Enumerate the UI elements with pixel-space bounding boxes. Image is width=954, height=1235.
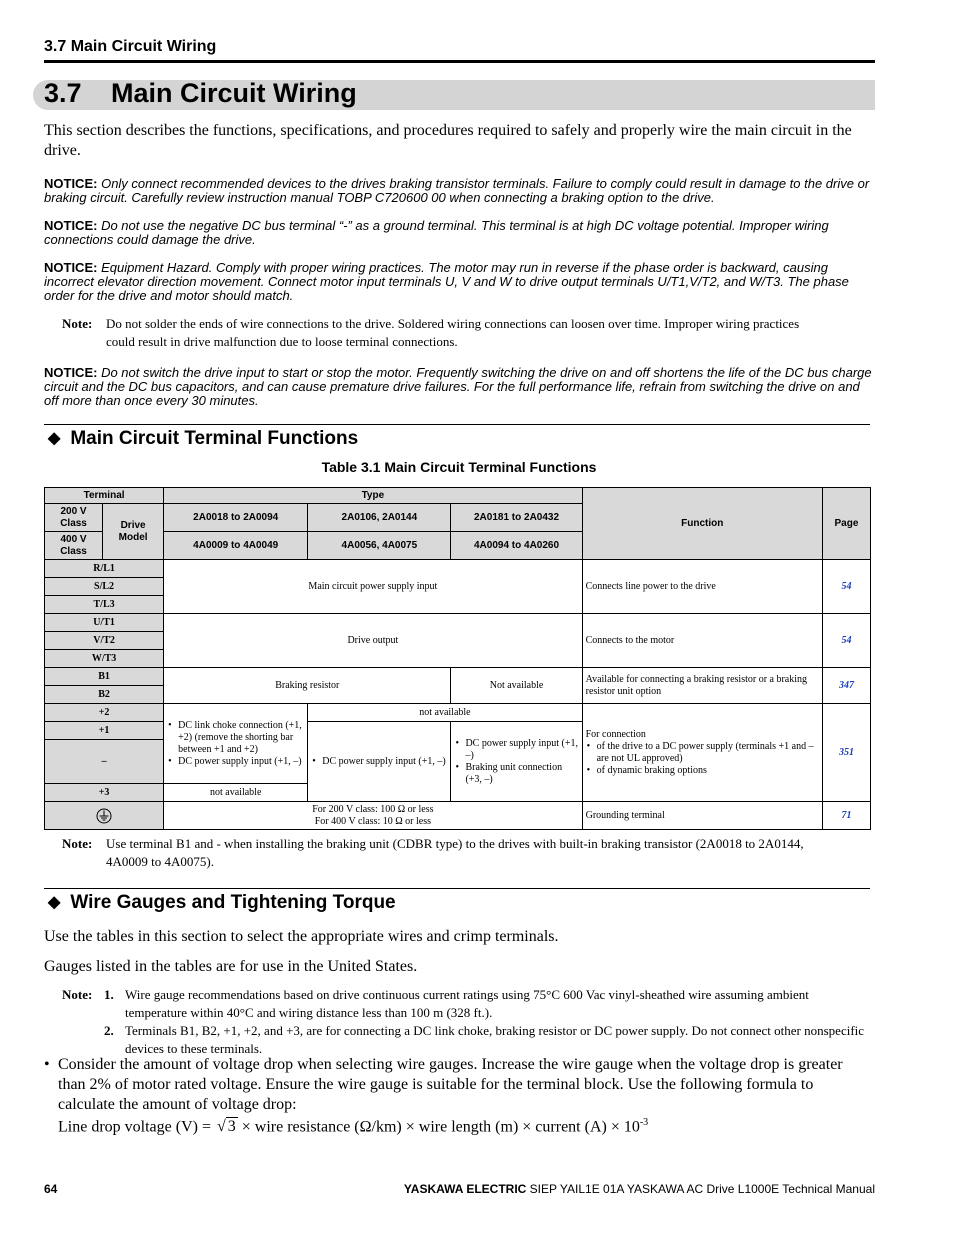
model-400-a: 4A0009 to 4A0049 bbox=[164, 532, 308, 560]
formula-lhs: Line drop voltage (V) = bbox=[58, 1118, 211, 1136]
terminal-minus: – bbox=[45, 740, 164, 784]
footer-manual-title: SIEP YAIL1E 01A YASKAWA AC Drive L1000E Technical Manual bbox=[526, 1182, 875, 1196]
terminal-t-l3: T/L3 bbox=[45, 596, 164, 614]
title-number: 3.7 bbox=[44, 78, 82, 108]
ground-function: Grounding terminal bbox=[582, 802, 822, 830]
terminal-b2: B2 bbox=[45, 686, 164, 704]
note-item bbox=[104, 1022, 872, 1058]
list-item: • DC link choke connection (+1, +2) (remove the shorting bar between +1 and +2) bbox=[178, 720, 304, 756]
table-caption: Table 3.1 Main Circuit Terminal Functions bbox=[321, 459, 597, 475]
dc-function bbox=[582, 704, 822, 802]
terminal-r-l1: R/L1 bbox=[45, 560, 164, 578]
page-link[interactable]: 347 bbox=[822, 668, 870, 704]
notice-text: Do not use the negative DC bus terminal “-” as a ground terminal. This terminal is at high DC voltage potential. Improper wiring connections could damage the drive. bbox=[44, 218, 829, 247]
model-200-b: 2A0106, 2A0144 bbox=[308, 504, 451, 532]
ground-icon bbox=[96, 808, 112, 824]
drive-output-cell: Drive output bbox=[164, 614, 582, 668]
power-input-function: Connects line power to the drive bbox=[582, 560, 822, 614]
list-item: • Braking unit connection (+3, –) bbox=[465, 762, 578, 786]
braking-not-available-cell: Not available bbox=[451, 668, 582, 704]
note-text: Wire gauge recommendations based on drive continuous current ratings using 75°C 600 Vac vinyl-sheathed wire assuming ambient temperature within 40°C and wiring distance less than 100 m (328 ft.). bbox=[125, 987, 809, 1020]
ground-200: For 200 V class: 100 Ω or less bbox=[312, 803, 434, 815]
model-200-c: 2A0181 to 2A0432 bbox=[451, 504, 582, 532]
wire-notes bbox=[62, 986, 872, 1058]
notice-2 bbox=[44, 219, 876, 247]
header-page: Page bbox=[822, 488, 870, 560]
list-item: • DC power supply input (+1, –) bbox=[322, 756, 447, 768]
page-link[interactable]: 351 bbox=[822, 704, 870, 802]
terminal-table bbox=[44, 487, 871, 830]
formula-exponent: -3 bbox=[639, 1117, 649, 1128]
wire-paragraph-2: Gauges listed in the tables are for use in the United States. bbox=[44, 958, 418, 975]
notice-3 bbox=[44, 261, 876, 303]
note-b1 bbox=[62, 835, 822, 871]
list-item: • DC power supply input (+1, –) bbox=[178, 756, 304, 768]
notice-text: Only connect recommended devices to the drives braking transistor terminals. Failure to comply could result in damage to the drive or braking circuit. Carefully review instruction manual TOBP C720600 00 when connecting a braking option to the drive. bbox=[44, 176, 870, 205]
plus3-not-available-cell: not available bbox=[164, 784, 308, 802]
dc-col1-cell bbox=[164, 704, 308, 784]
list-item: • of dynamic braking options bbox=[597, 765, 819, 777]
voltage-drop-bullet bbox=[44, 1055, 874, 1115]
header-200v-class: 200 V Class bbox=[45, 504, 103, 532]
notice-label: NOTICE: bbox=[44, 365, 98, 380]
intro-paragraph: This section describes the functions, specifications, and procedures required to safely and properly wire the main circuit in the drive. bbox=[44, 122, 852, 159]
footer-manual bbox=[404, 1182, 875, 1196]
dc-not-available-cell: not available bbox=[308, 704, 582, 722]
notice-4 bbox=[44, 366, 876, 408]
header-terminal: Terminal bbox=[45, 488, 164, 504]
header-400v-class: 400 V Class bbox=[45, 532, 103, 560]
running-header: 3.7 Main Circuit Wiring bbox=[44, 38, 217, 55]
note-text: Do not solder the ends of wire connections to the drive. Soldered wiring connections can loosen over time. Improper wiring practices could result in drive malfunction due to loose terminal connections. bbox=[106, 316, 800, 349]
ground-400: For 400 V class: 10 Ω or less bbox=[314, 815, 431, 827]
notice-label: NOTICE: bbox=[44, 260, 98, 275]
page-link[interactable]: 54 bbox=[822, 614, 870, 668]
dc-col3-cell bbox=[451, 722, 582, 802]
note-solder bbox=[62, 315, 822, 351]
header-rule bbox=[44, 60, 875, 63]
diamond-icon: ◆ bbox=[48, 894, 61, 911]
voltage-drop-formula bbox=[58, 1117, 648, 1136]
terminal-w-t3: W/T3 bbox=[45, 650, 164, 668]
list-item: • of the drive to a DC power supply (terminals +1 and – are not UL approved) bbox=[597, 741, 819, 765]
bullet-text: Consider the amount of voltage drop when selecting wire gauges. Increase the wire gauge when the voltage drop is greater than 2% of motor rated voltage. Ensure the wire gauge is suitable for the terminal block. Use the following formula to calculate the amount of voltage drop: bbox=[58, 1056, 843, 1113]
notice-label: NOTICE: bbox=[44, 218, 98, 233]
formula-rhs: × wire resistance (Ω/km) × wire length (m) × current (A) × 10 bbox=[241, 1118, 640, 1136]
notice-text: Equipment Hazard. Comply with proper wiring practices. The motor may run in reverse if the phase order is backward, causing incorrect elevator direction movement. Connect motor input terminals U, V and W to drive output terminals U/T1,V/T2, and W/T3. The phase order for the drive and motor should match. bbox=[44, 260, 849, 303]
section-rule bbox=[44, 424, 870, 425]
terminal-ground bbox=[45, 802, 164, 830]
bullet-icon: • bbox=[44, 1056, 50, 1073]
note-label: Note: bbox=[62, 987, 93, 1002]
note-number: 1. bbox=[104, 987, 114, 1002]
model-400-b: 4A0056, 4A0075 bbox=[308, 532, 451, 560]
terminal-v-t2: V/T2 bbox=[45, 632, 164, 650]
note-text: Use terminal B1 and - when installing the braking unit (CDBR type) to the drives with built-in braking transistor (2A0018 to 2A0144, 4A0009 to 4A0075). bbox=[106, 836, 804, 869]
note-text: Terminals B1, B2, +1, +2, and +3, are for connecting a DC link choke, braking resistor or DC power supply. Do not connect other nonspecific devices to these terminals. bbox=[125, 1023, 865, 1056]
notice-text: Do not switch the drive input to start or stop the motor. Frequently switching the drive on and off shortens the life of the DC bus charge circuit and the DC bus capacitors, and can cause premature drive failures. For the full performance life, refrain from switching the drive on and off more than once every 30 minutes. bbox=[44, 365, 872, 408]
drive-output-function: Connects to the motor bbox=[582, 614, 822, 668]
braking-function: Available for connecting a braking resistor or a braking resistor unit option bbox=[582, 668, 822, 704]
page-link[interactable]: 54 bbox=[822, 560, 870, 614]
page-link[interactable]: 71 bbox=[822, 802, 870, 830]
terminal-s-l2: S/L2 bbox=[45, 578, 164, 596]
section-heading-wire-gauges bbox=[48, 892, 396, 914]
page-title bbox=[33, 80, 875, 110]
power-input-cell: Main circuit power supply input bbox=[164, 560, 582, 614]
ground-resistance-cell bbox=[164, 802, 582, 830]
terminal-plus2: +2 bbox=[45, 704, 164, 722]
notice-label: NOTICE: bbox=[44, 176, 98, 191]
page-number: 64 bbox=[44, 1182, 58, 1196]
formula-root: 3 bbox=[227, 1118, 236, 1136]
dc-col2-cell bbox=[308, 722, 451, 802]
section-heading-text: Wire Gauges and Tightening Torque bbox=[70, 892, 396, 913]
note-label: Note: bbox=[62, 316, 93, 331]
braking-resistor-cell: Braking resistor bbox=[164, 668, 451, 704]
note-number: 2. bbox=[104, 1023, 114, 1038]
section-heading-terminal-functions bbox=[48, 428, 358, 450]
list-item: • DC power supply input (+1, –) bbox=[465, 738, 578, 762]
footer-brand: YASKAWA ELECTRIC bbox=[403, 1182, 527, 1196]
sqrt-icon: √ bbox=[216, 1118, 226, 1136]
terminal-plus3: +3 bbox=[45, 784, 164, 802]
terminal-b1: B1 bbox=[45, 668, 164, 686]
note-item bbox=[104, 986, 872, 1022]
diamond-icon: ◆ bbox=[48, 430, 61, 447]
notice-1 bbox=[44, 177, 876, 205]
terminal-plus1: +1 bbox=[45, 722, 164, 740]
terminal-u-t1: U/T1 bbox=[45, 614, 164, 632]
section-rule bbox=[44, 888, 870, 889]
title-text: Main Circuit Wiring bbox=[111, 78, 357, 108]
wire-paragraph-1: Use the tables in this section to select the appropriate wires and crimp terminals. bbox=[44, 928, 559, 945]
model-400-c: 4A0094 to 4A0260 bbox=[451, 532, 582, 560]
model-200-a: 2A0018 to 2A0094 bbox=[164, 504, 308, 532]
header-type: Type bbox=[164, 488, 582, 504]
section-heading-text: Main Circuit Terminal Functions bbox=[70, 428, 359, 449]
header-function: Function bbox=[582, 488, 822, 560]
dc-function-title: For connection bbox=[585, 728, 646, 740]
note-label: Note: bbox=[62, 836, 93, 851]
header-drive-model: Drive Model bbox=[103, 504, 164, 560]
